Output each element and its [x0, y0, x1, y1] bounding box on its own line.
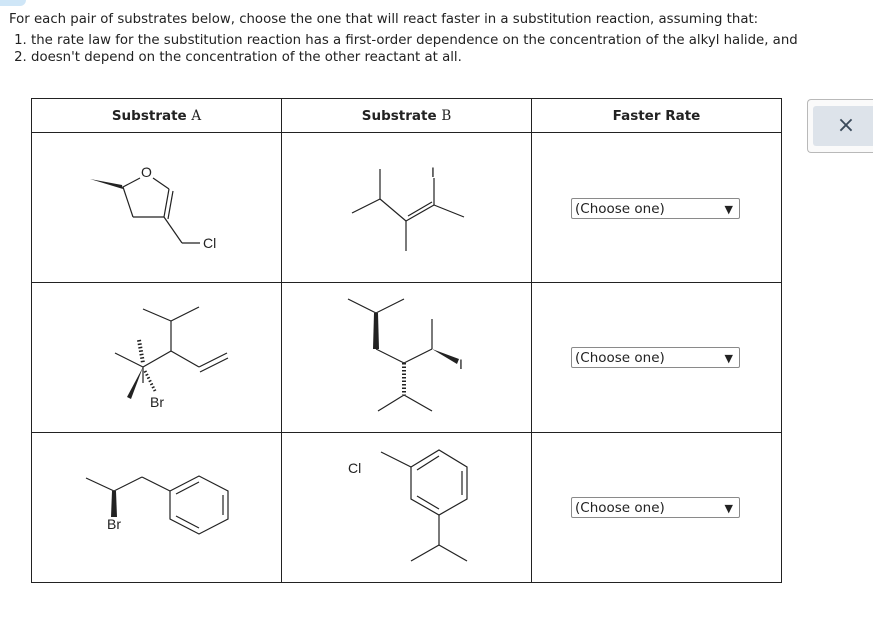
dropdown-arrow-icon: ▼	[724, 352, 733, 365]
instructions-intro: For each pair of substrates below, choose the one that will react faster in a substitution reaction, assuming that:	[9, 12, 759, 27]
header-row	[32, 99, 782, 133]
header-b-letter: B	[441, 107, 452, 124]
atom-label: Br	[107, 516, 121, 532]
substrate-a-cell	[32, 283, 282, 433]
dropdown-arrow-icon: ▼	[724, 502, 733, 515]
faster-rate-select[interactable]	[571, 497, 740, 518]
header-a-letter: A	[191, 107, 202, 124]
atom-label: I	[459, 356, 463, 372]
substrate-a-cell	[32, 433, 282, 583]
atom-label: O	[141, 164, 152, 180]
table-row	[32, 433, 782, 583]
molecule-a1	[32, 133, 281, 282]
condition-2: 2. doesn't depend on the concentration of the other reactant at all.	[31, 49, 798, 66]
substrate-table	[31, 98, 782, 583]
select-value: (Choose one)	[575, 500, 665, 516]
atom-label: Br	[150, 394, 164, 410]
condition-1: 1. the rate law for the substitution reaction has a first-order dependence on the concentration of the alkyl halide, and	[31, 32, 798, 49]
header-substrate-a	[32, 99, 282, 133]
molecule-b1	[282, 133, 531, 282]
molecule-a3	[32, 433, 281, 582]
close-icon: ×	[836, 113, 856, 138]
faster-rate-select[interactable]	[571, 198, 740, 219]
header-a-prefix: Substrate	[111, 107, 187, 124]
atom-label: Cl	[348, 460, 362, 476]
close-button[interactable]	[813, 106, 873, 146]
molecule-a2	[32, 283, 281, 432]
dropdown-arrow-icon: ▼	[724, 203, 733, 216]
header-substrate-b	[282, 99, 532, 133]
substrate-a-cell	[32, 133, 282, 283]
substrate-b-cell	[282, 133, 532, 283]
instructions	[9, 11, 798, 66]
table-row	[32, 133, 782, 283]
header-b-prefix: Substrate	[361, 107, 437, 124]
header-faster-rate: Faster Rate	[532, 99, 782, 133]
select-value: (Choose one)	[575, 201, 665, 217]
faster-rate-cell	[532, 433, 782, 583]
atom-label: Cl	[203, 235, 217, 251]
side-panel	[807, 99, 873, 153]
corner-tab	[0, 0, 26, 6]
faster-rate-cell	[532, 283, 782, 433]
table-row	[32, 283, 782, 433]
atom-label: I	[431, 164, 435, 180]
molecule-b3	[282, 433, 531, 582]
faster-rate-cell	[532, 133, 782, 283]
substrate-b-cell	[282, 283, 532, 433]
substrate-b-cell	[282, 433, 532, 583]
conditions-list	[9, 32, 798, 66]
select-value: (Choose one)	[575, 350, 665, 366]
molecule-b2	[282, 283, 531, 432]
faster-rate-select[interactable]	[571, 347, 740, 368]
